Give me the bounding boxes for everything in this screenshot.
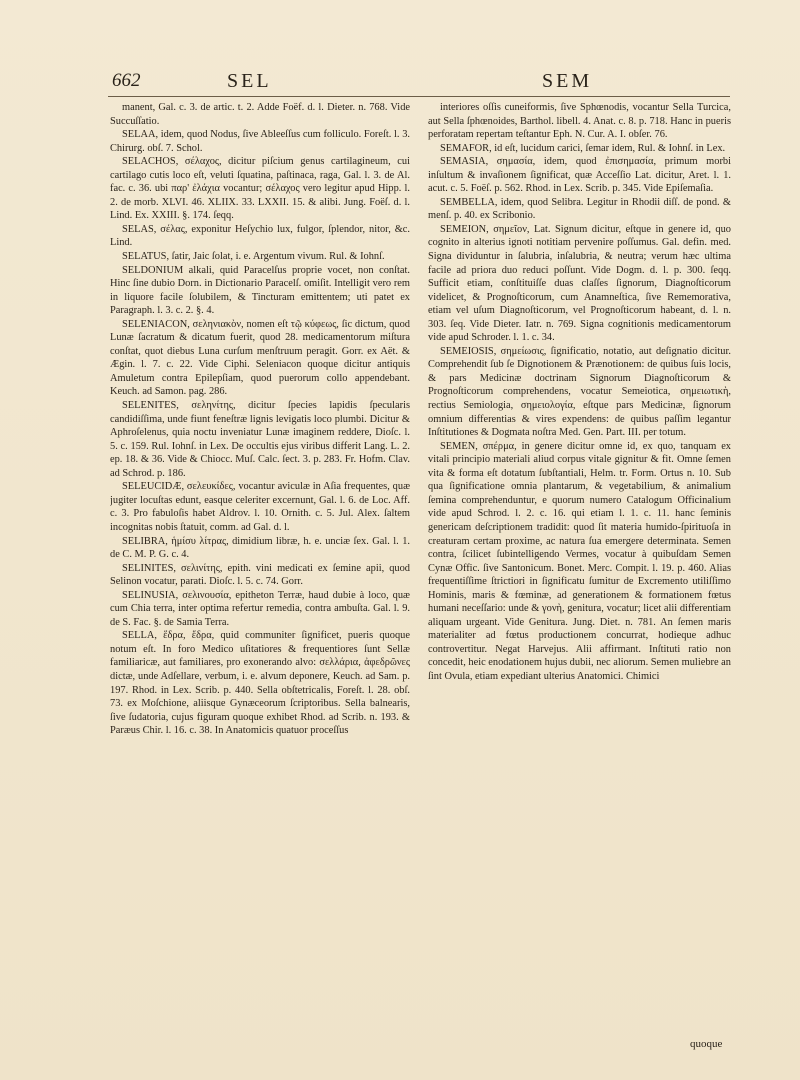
entry-selaa: SELAA, idem, quod Nodus, ſive Ableeſſus cum folliculo. Foreſt. l. 3. Chirurg. obſ. 7. Schol.	[110, 129, 410, 154]
entry-selinusia: SELINUSIA, σελινουσία, epitheton Terræ, haud dubie à loco, quæ cum Chia terra, inter optima refertur remedia, contra ambuſta. Gal. l. 9. de S. Fac. §. de Samia Terra.	[110, 589, 410, 628]
entry-selibra: SELIBRA, ἡμίσυ λίτρας, dimidium libræ, h. e. unciæ ſex. Gal. l. 1. de C. M. P. G. c. 4.	[110, 535, 410, 561]
entry-paragraph: interiores oſſis cuneiformis, ſive Sphœnodis, vocantur Sella Turcica, aut Sella ſphœnoides, Barthol. libell. 4. Anat. c. 8. p. 718. Hanc in pueris perforatam repertam teſtantur Eph. N. Cur. A. I. obſer. 76.	[428, 102, 731, 141]
entry-selas: SELAS, σέλας, exponitur Heſychio lux, fulgor, ſplendor, nitor, &c. Lind.	[110, 223, 410, 249]
right-running-head: SEM	[542, 70, 593, 92]
left-column	[110, 101, 410, 1041]
page-number: 662	[112, 70, 141, 91]
entry-sella: SELLA, ἕδρα, ἕδρα, quid communiter ſignificet, pueris quoque notum eſt. In foro Medico uſitatiores & frequentiores ſunt Sellæ familiaricæ, aut familiares, pro exonerando alvo: σελλάρια, ἀφεδρῶνες dictæ, unde Adſellare, verbum, i. e. alvum deponere, Keuch. ad Sam. p. 197. Rhod. in Lex. Scrib. p. 440. Sella obſtetricalis, Foreſt. l. 28. obſ. 73. ex Moſchione, aliisque Gynæceorum ſcriptoribus. Sella balnearis, ſive ſudatoria, cujus figuram quoque exhibet Rhod. ad Scrib. n. 193. & Paræus Chir. l. 16. c. 38. In Anatomicis quatuor proceſſus	[110, 630, 410, 737]
header-rule	[108, 96, 730, 97]
entry-selatus: SELATUS, ſatir, Jaic ſolat, i. e. Argentum vivum. Rul. & Iohnſ.	[122, 251, 385, 263]
page-header	[112, 64, 730, 100]
right-column	[428, 101, 731, 1041]
entry-selenites: SELENITES, σεληνίτης, dicitur ſpecies lapidis ſpecularis candidiſſima, unde fiunt feneſtræ lignis levigatis loco plumbi. Dicitur & Aphroſelenus, quia noctu inveniatur Lunæ imaginem reddere, Dioſc. l. 5. c. 159. Rul. Iohnſ. in Lex. De occultis ejus viribus differit Lang. L. 2. ep. 18. & 36. Vide & Chiocc. Muſ. Calc. ſect. 3. p. 283. Fr. Hofm. Clav. ad Schrod. p. 186.	[110, 400, 410, 479]
entry-semeiosis: SEMEIOSIS, σημείωσις, ſignificatio, notatio, aut deſignatio dicitur. Comprehendit ſub ſe Dignotionem & Prænotionem: de quibus ſuis locis, & pars Medicinæ doctrinam Signorum Diagnoſticorum & Prognoſticorum comprehendens, vocatur Semeiotica, σημειωτικὴ, rectius Semiologia, σημειολογία, eſtque pars Medicinæ, ſignorum omnium differentias & vires expendens: de quibus paſſim legantur Inſtitutiones & Dogmata noſtra Med. Gen. Part. III. per totum.	[428, 345, 731, 439]
entry-seleniacon: SELENIACON, σεληνιακὸν, nomen eſt τῷ κύφεως, ſic dictum, quod Lunæ ſacratum & dicatum fuerit, quod 28. medicamentorum miſtura conſtat, quot diebus Luna curſum menſtruum peragit. Gorr. ex Aët. & Ægin. l. 7. c. 22. Vide Ciphi. Seleniacon quoque dicitur antiquis Amuletum contra Epilepſiam, quod puerorum collo appendebant. Keuch. ad Samon. pag. 286.	[110, 318, 410, 398]
entry-selachos: SELACHOS, σέλαχος, dicitur piſcium genus cartilagineum, cui cartilago cutis loco eſt, veluti ſquatina, paſtinaca, raga, Gal. l. 3. de Al. fac. c. 36. ubi παρ' ἐλάχια vocantur; σέλαχος vero legitur apud Hipp. l. 2. de morb. XLVI. 46. XLIIX. 33. LXXII. 15. & alibi. Jung. Foëſ. d. l. Lind. Ex. XXIII. §. 174. ſeqq.	[110, 156, 410, 222]
entry-semasia: SEMASIA, σημασία, idem, quod ἐπισημασία, primum morbi inſultum & invaſionem ſignificat, quæ Acceſſio Lat. dicitur, Aret. l. 1. acut. c. 5. Foëſ. p. 562. Rhod. in Lex. Scrib. p. 345. Vide Epiſemaſia.	[428, 156, 731, 195]
entry-selinites: SELINITES, σελινίτης, epith. vini medicati ex ſemine apii, quod Selinon vocatur, parati. Dioſc. l. 5. c. 74. Gorr.	[110, 562, 410, 588]
entry-seldonium: SELDONIUM alkali, quid Paracelſus proprie vocet, non conſtat. Hinc ſine dubio Dorn. in Dictionario Paracelſ. omiſit. Intelligit vero rem in liquore facile ſolubilem, & Tincturam emittentem; uti patet ex Paragraph. l. 3. c. 2. §. 4.	[110, 264, 410, 317]
entry-semen: SEMEN, σπέρμα, in genere dicitur omne id, ex quo, tanquam ex vitali principio materiali aliud corpus vitale gignitur & fit. Omne ſemen vita & forma eſt dotatum ſubſtantiali, Helm. tr. Form. Ortus n. 10. Sub qua ſignificatione omnia plantarum, & vegetabilium, & animalium ſemina comprehenduntur, e quorum numero Catalogum Officinalium vide apud Schrod. l. 2. c. 16. qui etiam l. 1. c. 11. hanc ſeminis genericam deſcriptionem tradidit: quod ſit materia humido-ſpirituoſa in creaturam certam proxime, ac natura ſua emergere determinata. Semen contra, ſcilicet ſubintelligendo Vermes, vocatur à quibuſdam Semen Cynæ Offic. ſive Santonicum. Bonet. Merc. Compit. l. 19. p. 460. Alias frequentiſſime ſtrictiori in ſignificatu ſumitur de Excrementο utiliſſimo Hominis, maris & fœminæ, ad generationem & formationem fœtus humani neceſſario: unde & γονὴ, genitura, vocatur; licet alii differentiam aliquam urgeant. Vide Genitura. Jung. Diet. n. 781. An ſemen maris materialiter ad fœtus productionem concurrat, hodieque adhuc controvertitur. Negat Harvejus. Alii affirmant. Inſtituti ratio non concedit, heic enodationem hujus dubii, nec aliorum. Semen muliebre an ſint Ovula, etiam expediant ulterius Anatomici. Chimici	[428, 440, 731, 682]
catchword: quoque	[690, 1038, 723, 1050]
entry-sembella: SEMBELLA, idem, quod Selibra. Legitur in Rhodii diſſ. de pond. & menſ. p. 40. ex Scribonio.	[428, 196, 731, 222]
entry-seleucidae: SELEUCIDÆ, σελευκίδες, vocantur aviculæ in Aſia frequentes, quæ jugiter locuſtas edunt, easque celeriter excernunt, Gal. l. 6. de Loc. Aff. c. 3. Pro fabuloſis habet Aldrov. l. 10. Ornith. c. 5. Jul. Alex. ſaltem incognitas nobis ſtatuit, comm. ad Gal. d. l.	[110, 481, 410, 533]
entry-semeion: SEMEION, σημεῖον, Lat. Signum dicitur, eſtque in genere id, quo cognito in alterius ignoti notitiam pervenire poſſumus. Gal. defin. med. Signa dividuntur in ſalubria, inſalubria, & neutra; verum hæc ultima facile ad priora duo reduci poſſunt. Vide Dogm. d. l. p. 300. ſeqq. Sufficit etiam, conſtituiſſe duas claſſes ſignorum, Diagnoſticorum videlicet, & Prognoſticorum, cum Anamneſtica, ſive Rememorativa, etiam vel uſum Diagnoſticorum, vel Prognoſticorum habeant, d. l. n. 303. ſeq. Vide Dieter. Iatr. n. 769. Signa cognitionis medicamentorum vide apud Schroder. l. 1. c. 34.	[428, 223, 731, 344]
entry-paragraph: manent, Gal. c. 3. de artic. t. 2. Adde Foëf. d. l. Dieter. n. 768. Vide Succuſſatio.	[110, 102, 410, 127]
left-running-head: SEL	[227, 70, 272, 92]
entry-semafor: SEMAFOR, id eſt, lucidum carici, ſemar idem, Rul. & Iohnſ. in Lex.	[440, 142, 726, 154]
